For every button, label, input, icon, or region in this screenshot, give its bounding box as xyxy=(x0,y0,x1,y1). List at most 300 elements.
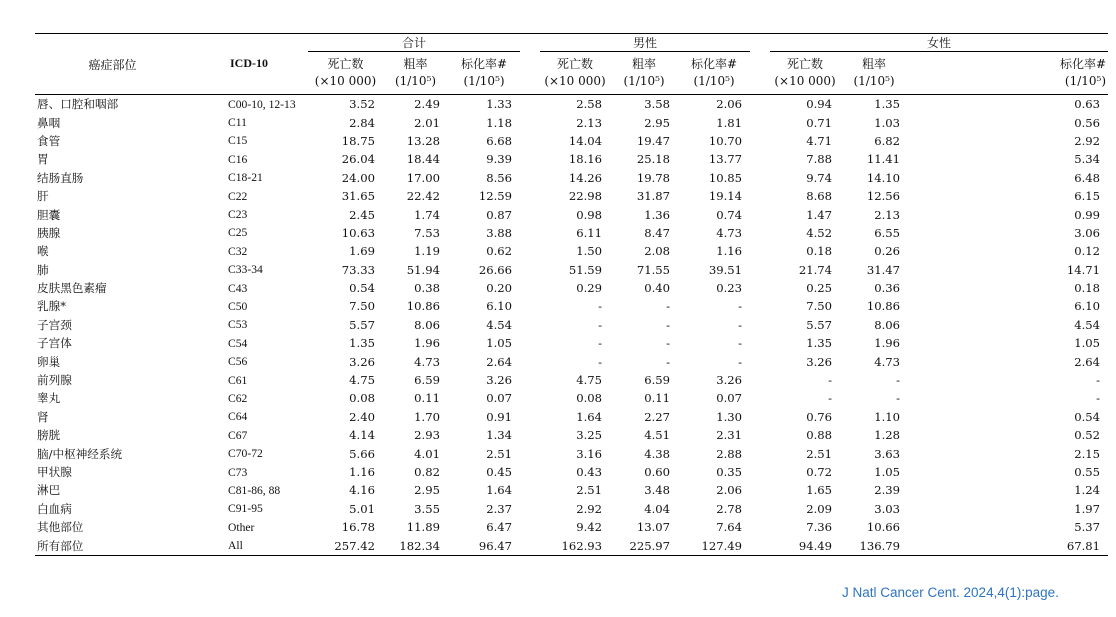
value-cell: 0.40 xyxy=(644,281,671,296)
value-cell: 0.23 xyxy=(716,281,743,296)
column-gap xyxy=(750,536,770,555)
value-cell: 2.92 xyxy=(1074,133,1101,148)
cancer-site-cell: 皮肤黑色素瘤 xyxy=(37,281,107,296)
column-gap xyxy=(520,224,540,242)
value-cell: 2.88 xyxy=(716,446,743,461)
table-body xyxy=(35,95,1108,556)
value-cell: 25.18 xyxy=(636,152,671,167)
value-cell: 0.12 xyxy=(1074,244,1101,259)
value-cell: 1.33 xyxy=(486,97,513,112)
column-gap xyxy=(520,95,540,114)
cancer-site-cell: 胃 xyxy=(37,152,49,167)
cancer-site-cell: 膀胱 xyxy=(37,428,61,443)
table-row xyxy=(35,408,1108,426)
value-cell: 0.36 xyxy=(874,281,901,296)
value-cell: 2.13 xyxy=(576,115,603,130)
value-cell: 2.51 xyxy=(486,446,513,461)
value-cell: - xyxy=(1096,373,1101,388)
cancer-site-cell: 鼻咽 xyxy=(37,115,61,130)
value-cell: 0.29 xyxy=(576,281,603,296)
value-cell: 26.66 xyxy=(478,262,513,277)
column-gap xyxy=(750,261,770,279)
value-cell: 10.85 xyxy=(708,170,743,185)
cancer-site-cell: 所有部位 xyxy=(35,536,190,555)
value-cell: 94.49 xyxy=(770,536,840,555)
column-gap xyxy=(750,242,770,260)
value-cell: 6.59 xyxy=(644,373,671,388)
table-row xyxy=(35,297,1108,315)
value-cell: 4.14 xyxy=(349,428,375,443)
column-gap xyxy=(520,334,540,352)
table-row xyxy=(35,463,1108,481)
icd10-cell: C73 xyxy=(228,465,248,479)
table-row xyxy=(35,389,1108,407)
column-gap xyxy=(520,279,540,297)
value-cell: - xyxy=(598,354,603,369)
value-cell: 4.73 xyxy=(414,354,440,369)
value-cell: 1.05 xyxy=(1074,336,1101,351)
icd10-cell: C22 xyxy=(228,189,248,203)
value-cell: - xyxy=(738,299,743,314)
header-asr: 标化率# (1/10⁵) xyxy=(908,52,1108,95)
value-cell: 4.52 xyxy=(806,225,833,240)
column-gap xyxy=(750,316,770,334)
value-cell: 0.20 xyxy=(486,281,513,296)
column-gap xyxy=(750,481,770,499)
value-cell: 1.28 xyxy=(874,428,901,443)
value-cell: 31.65 xyxy=(341,189,375,204)
column-gap xyxy=(750,279,770,297)
cancer-site-cell: 喉 xyxy=(37,244,49,259)
value-cell: 2.64 xyxy=(486,354,513,369)
value-cell: 0.56 xyxy=(1074,115,1101,130)
table-row xyxy=(35,426,1108,444)
cancer-site-cell: 其他部位 xyxy=(37,520,84,535)
value-cell: 18.44 xyxy=(406,152,440,167)
value-cell: 0.11 xyxy=(644,391,671,406)
header-cancer-site: 癌症部位 xyxy=(35,34,190,95)
value-cell: 7.53 xyxy=(414,225,440,240)
value-cell: 11.41 xyxy=(866,152,901,167)
value-cell: 67.81 xyxy=(908,536,1108,555)
column-gap xyxy=(520,444,540,462)
value-cell: 2.84 xyxy=(349,115,375,130)
value-cell: 0.54 xyxy=(349,281,375,296)
value-cell: 8.06 xyxy=(414,317,440,332)
value-cell: 3.25 xyxy=(576,428,603,443)
value-cell: 2.95 xyxy=(644,115,671,130)
icd10-cell: C53 xyxy=(228,318,248,332)
value-cell: 1.96 xyxy=(874,336,901,351)
value-cell: 6.68 xyxy=(486,133,513,148)
value-cell: 4.04 xyxy=(644,501,671,516)
header-deaths: 死亡数 (×10 000) xyxy=(308,52,383,95)
column-gap xyxy=(750,463,770,481)
table-row xyxy=(35,242,1108,260)
table-row xyxy=(35,481,1108,499)
value-cell: 6.59 xyxy=(414,373,440,388)
value-cell: 3.06 xyxy=(1074,225,1101,240)
icd10-cell: C70-72 xyxy=(228,447,263,461)
value-cell: 0.43 xyxy=(576,465,603,479)
value-cell: 14.71 xyxy=(1066,262,1101,277)
value-cell: - xyxy=(738,317,743,332)
value-cell: 1.30 xyxy=(716,409,743,424)
value-cell: 19.78 xyxy=(636,170,671,185)
value-cell: 6.55 xyxy=(874,225,901,240)
value-cell: 0.74 xyxy=(716,207,743,222)
value-cell: 4.54 xyxy=(486,317,513,332)
column-gap xyxy=(520,481,540,499)
value-cell: 0.08 xyxy=(576,391,603,406)
icd10-cell: C81-86, 88 xyxy=(228,483,281,497)
value-cell: 2.01 xyxy=(414,115,440,130)
value-cell: 0.18 xyxy=(1074,281,1101,296)
icd10-cell: Other xyxy=(228,520,255,534)
column-gap xyxy=(750,389,770,407)
value-cell: 12.56 xyxy=(866,189,901,204)
value-cell: 1.35 xyxy=(349,336,375,351)
value-cell: 2.95 xyxy=(414,483,440,498)
value-cell: 17.00 xyxy=(406,170,440,185)
value-cell: 3.58 xyxy=(644,97,671,112)
value-cell: 1.65 xyxy=(806,483,833,498)
value-cell: 3.63 xyxy=(874,446,901,461)
value-cell: 4.73 xyxy=(716,225,743,240)
value-cell: 6.82 xyxy=(874,133,901,148)
value-cell: 2.27 xyxy=(644,409,671,424)
table-row xyxy=(35,113,1108,131)
value-cell: - xyxy=(598,336,603,351)
value-cell: 2.39 xyxy=(874,483,901,498)
value-cell: - xyxy=(828,391,833,406)
value-cell: 1.18 xyxy=(486,115,513,130)
value-cell: - xyxy=(738,336,743,351)
value-cell: 26.04 xyxy=(341,152,375,167)
value-cell: 0.91 xyxy=(486,409,513,424)
column-gap xyxy=(520,132,540,150)
value-cell: 182.34 xyxy=(383,536,448,555)
table-row xyxy=(35,169,1108,187)
value-cell: 1.97 xyxy=(1074,501,1101,516)
cancer-site-cell: 白血病 xyxy=(37,501,72,516)
table-row xyxy=(35,187,1108,205)
column-gap xyxy=(750,150,770,168)
header-group-male: 男性 xyxy=(540,34,750,52)
value-cell: 7.64 xyxy=(716,520,743,535)
value-cell: 6.15 xyxy=(1074,189,1101,204)
value-cell: 24.00 xyxy=(341,170,375,185)
value-cell: 136.79 xyxy=(840,536,908,555)
value-cell: 1.10 xyxy=(874,409,901,424)
value-cell: 18.75 xyxy=(341,133,375,148)
value-cell: 2.92 xyxy=(576,501,603,516)
value-cell: 1.47 xyxy=(806,207,833,222)
column-gap xyxy=(520,261,540,279)
value-cell: 22.98 xyxy=(568,189,603,204)
column-gap xyxy=(750,352,770,370)
table-row xyxy=(35,150,1108,168)
value-cell: 71.55 xyxy=(636,262,671,277)
value-cell: - xyxy=(828,373,833,388)
column-gap xyxy=(520,150,540,168)
value-cell: 2.31 xyxy=(716,428,743,443)
column-gap xyxy=(520,408,540,426)
icd10-cell: C16 xyxy=(228,152,248,166)
value-cell: 127.49 xyxy=(678,536,750,555)
value-cell: 8.06 xyxy=(874,317,901,332)
value-cell: 4.71 xyxy=(806,133,833,148)
value-cell: 5.66 xyxy=(349,446,375,461)
icd10-cell: C62 xyxy=(228,391,248,405)
column-gap xyxy=(750,426,770,444)
header-deaths: 死亡数 (×10 000) xyxy=(770,52,840,95)
value-cell: - xyxy=(896,391,901,406)
value-cell: 1.19 xyxy=(414,244,440,259)
value-cell: 0.88 xyxy=(806,428,833,443)
value-cell: 2.64 xyxy=(1074,354,1101,369)
value-cell: 0.45 xyxy=(486,465,513,479)
value-cell: - xyxy=(598,299,603,314)
value-cell: 9.39 xyxy=(486,152,513,167)
column-gap xyxy=(520,500,540,518)
value-cell: - xyxy=(1096,391,1101,406)
value-cell: 14.10 xyxy=(866,170,901,185)
column-gap xyxy=(520,297,540,315)
column-gap xyxy=(750,444,770,462)
header-crude-rate: 粗率 (1/10⁵) xyxy=(840,52,908,95)
icd10-cell: All xyxy=(190,536,308,555)
value-cell: - xyxy=(666,354,671,369)
value-cell: 3.03 xyxy=(874,501,901,516)
column-gap xyxy=(750,169,770,187)
icd10-cell: C11 xyxy=(228,116,247,130)
column-gap xyxy=(520,242,540,260)
value-cell: 5.01 xyxy=(349,501,375,516)
table-row xyxy=(35,316,1108,334)
value-cell: 1.69 xyxy=(349,244,375,259)
value-cell: 2.45 xyxy=(349,207,375,222)
cancer-site-cell: 肝 xyxy=(37,189,49,204)
value-cell: 14.26 xyxy=(568,170,603,185)
value-cell: 162.93 xyxy=(540,536,610,555)
column-gap xyxy=(520,463,540,481)
value-cell: 3.55 xyxy=(414,501,440,516)
value-cell: 10.66 xyxy=(866,520,901,535)
value-cell: 2.49 xyxy=(414,97,440,112)
column-gap xyxy=(520,352,540,370)
value-cell: 3.48 xyxy=(644,483,671,498)
value-cell: 2.93 xyxy=(414,428,440,443)
value-cell: 1.70 xyxy=(414,409,440,424)
value-cell: 1.96 xyxy=(414,336,440,351)
column-gap xyxy=(750,205,770,223)
value-cell: - xyxy=(666,317,671,332)
column-gap xyxy=(750,334,770,352)
cancer-site-cell: 结肠直肠 xyxy=(37,170,84,185)
value-cell: 2.06 xyxy=(716,483,743,498)
value-cell: 2.15 xyxy=(1074,446,1101,461)
icd10-cell: C91-95 xyxy=(228,502,263,516)
table-row xyxy=(35,334,1108,352)
icd10-cell: C50 xyxy=(228,299,248,313)
value-cell: 225.97 xyxy=(610,536,678,555)
value-cell: 1.03 xyxy=(874,115,901,130)
header-group-female: 女性 xyxy=(770,34,1108,52)
value-cell: 1.05 xyxy=(874,465,901,479)
value-cell: 18.16 xyxy=(568,152,603,167)
value-cell: 31.87 xyxy=(636,189,671,204)
value-cell: 5.57 xyxy=(349,317,375,332)
column-gap xyxy=(520,187,540,205)
value-cell: 0.72 xyxy=(806,465,833,479)
value-cell: 6.10 xyxy=(1074,299,1101,314)
value-cell: 13.28 xyxy=(406,133,440,148)
value-cell: 6.48 xyxy=(1074,170,1101,185)
value-cell: 0.94 xyxy=(806,97,833,112)
value-cell: 19.47 xyxy=(636,133,671,148)
column-gap xyxy=(520,316,540,334)
value-cell: 4.75 xyxy=(576,373,603,388)
icd10-cell: C67 xyxy=(228,428,248,442)
value-cell: 0.87 xyxy=(486,207,513,222)
table-row xyxy=(35,224,1108,242)
icd10-cell: C56 xyxy=(228,355,248,369)
value-cell: 6.47 xyxy=(486,520,513,535)
value-cell: 0.55 xyxy=(1074,465,1101,479)
column-gap xyxy=(750,500,770,518)
value-cell: 0.35 xyxy=(716,465,743,479)
table-row xyxy=(35,518,1108,536)
cancer-site-cell: 食管 xyxy=(37,133,61,148)
column-gap xyxy=(520,169,540,187)
value-cell: 2.78 xyxy=(716,501,743,516)
value-cell: 3.16 xyxy=(576,446,603,461)
value-cell: 13.07 xyxy=(636,520,671,535)
icd10-cell: C33-34 xyxy=(228,263,263,277)
column-gap xyxy=(750,132,770,150)
cancer-site-cell: 卵巢 xyxy=(37,354,61,369)
value-cell: 1.35 xyxy=(874,97,901,112)
value-cell: 10.86 xyxy=(406,299,440,314)
column-gap xyxy=(750,297,770,315)
value-cell: - xyxy=(666,299,671,314)
value-cell: 2.13 xyxy=(874,207,901,222)
icd10-cell: C23 xyxy=(228,208,248,222)
value-cell: 16.78 xyxy=(341,520,375,535)
value-cell: 0.76 xyxy=(806,409,833,424)
value-cell: 4.73 xyxy=(874,354,901,369)
value-cell: 4.51 xyxy=(644,428,671,443)
value-cell: 0.38 xyxy=(414,281,440,296)
cancer-site-cell: 胰腺 xyxy=(37,225,61,240)
value-cell: 0.07 xyxy=(486,391,513,406)
table-row xyxy=(35,279,1108,297)
header-crude-rate: 粗率 (1/10⁵) xyxy=(383,52,448,95)
value-cell: 1.64 xyxy=(576,409,603,424)
value-cell: 21.74 xyxy=(798,262,833,277)
value-cell: 7.36 xyxy=(806,520,833,535)
table-row xyxy=(35,95,1108,114)
value-cell: 0.71 xyxy=(806,115,833,130)
value-cell: 4.38 xyxy=(644,446,671,461)
icd10-cell: C43 xyxy=(228,281,248,295)
value-cell: 2.09 xyxy=(806,501,833,516)
column-gap xyxy=(520,426,540,444)
table-row xyxy=(35,352,1108,370)
value-cell: 0.07 xyxy=(716,391,743,406)
column-gap xyxy=(520,389,540,407)
table-row xyxy=(35,132,1108,150)
table-row xyxy=(35,500,1108,518)
value-cell: 4.75 xyxy=(349,373,375,388)
value-cell: 1.16 xyxy=(349,465,375,479)
value-cell: 0.08 xyxy=(349,391,375,406)
value-cell: 0.25 xyxy=(806,281,833,296)
value-cell: 11.89 xyxy=(406,520,440,535)
value-cell: 0.63 xyxy=(1074,97,1101,112)
header-icd10: ICD-10 xyxy=(190,34,308,95)
value-cell: 31.47 xyxy=(866,262,901,277)
value-cell: 0.18 xyxy=(806,244,833,259)
table-row xyxy=(35,371,1108,389)
value-cell: 0.98 xyxy=(576,207,603,222)
column-gap xyxy=(520,518,540,536)
value-cell: 1.05 xyxy=(486,336,513,351)
value-cell: - xyxy=(666,336,671,351)
icd10-cell: C18-21 xyxy=(228,171,263,185)
icd10-cell: C32 xyxy=(228,244,248,258)
cancer-site-cell: 睾丸 xyxy=(37,391,61,406)
value-cell: 12.59 xyxy=(478,189,513,204)
value-cell: 0.54 xyxy=(1074,409,1101,424)
value-cell: 2.51 xyxy=(806,446,833,461)
value-cell: 5.37 xyxy=(1074,520,1101,535)
value-cell: 6.10 xyxy=(486,299,513,314)
value-cell: - xyxy=(738,354,743,369)
table-row xyxy=(35,444,1108,462)
header-deaths: 死亡数 (×10 000) xyxy=(540,52,610,95)
value-cell: 13.77 xyxy=(708,152,743,167)
value-cell: 39.51 xyxy=(708,262,743,277)
table-row xyxy=(35,261,1108,279)
value-cell: 10.63 xyxy=(341,225,375,240)
value-cell: 257.42 xyxy=(308,536,383,555)
header-group-total: 合计 xyxy=(308,34,520,52)
header-crude-rate: 粗率 (1/10⁵) xyxy=(610,52,678,95)
value-cell: 2.40 xyxy=(349,409,375,424)
value-cell: 8.47 xyxy=(644,225,671,240)
citation[interactable]: J Natl Cancer Cent. 2024,4(1):page. xyxy=(842,585,1059,600)
value-cell: 22.42 xyxy=(406,189,440,204)
cancer-site-cell: 胆囊 xyxy=(37,207,61,222)
column-gap xyxy=(750,187,770,205)
table-row xyxy=(35,205,1108,223)
value-cell: - xyxy=(598,317,603,332)
value-cell: 0.26 xyxy=(874,244,901,259)
value-cell: 5.57 xyxy=(806,317,833,332)
value-cell: 3.26 xyxy=(349,354,375,369)
column-gap xyxy=(520,113,540,131)
value-cell: 5.34 xyxy=(1074,152,1101,167)
value-cell: 1.50 xyxy=(576,244,603,259)
value-cell: 10.86 xyxy=(866,299,901,314)
value-cell: 4.01 xyxy=(414,446,440,461)
value-cell: 1.16 xyxy=(716,244,743,259)
value-cell: 1.81 xyxy=(716,115,743,130)
icd10-cell: C00-10, 12-13 xyxy=(228,97,296,111)
icd10-cell: C25 xyxy=(228,226,248,240)
